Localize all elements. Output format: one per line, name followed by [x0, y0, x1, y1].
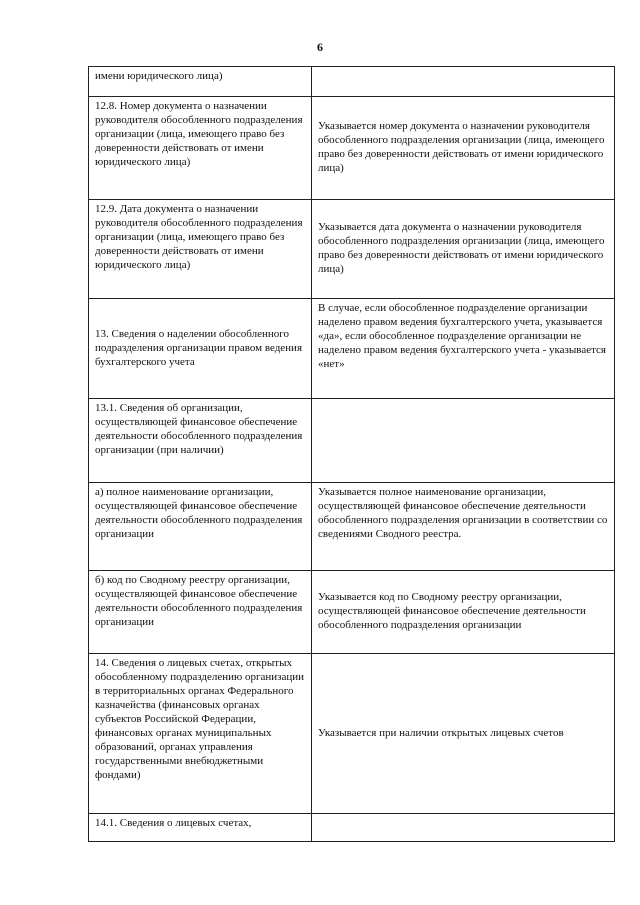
row-field-description — [312, 399, 615, 483]
table-row — [89, 97, 615, 200]
row-field-description: Указывается при наличии открытых лицевых счетов — [312, 654, 615, 814]
page-number: 6 — [317, 40, 323, 54]
row-field-description — [312, 67, 615, 97]
row-field-name: имени юридического лица) — [89, 67, 312, 97]
row-field-description: Указывается дата документа о назначении руководителя обособленного подразделения организации (лица, имеющего право без доверенности действовать от имени юридического лица) — [312, 200, 615, 299]
table-row — [89, 67, 615, 97]
row-field-name: 12.8. Номер документа о назначении руководителя обособленного подразделения организации (лица, имеющего право без доверенности действовать от имени юридического лица) — [89, 97, 312, 200]
row-field-name: а) полное наименование организации, осуществляющей финансовое обеспечение деятельности обособленного подразделения организации — [89, 483, 312, 571]
row-field-name: 14. Сведения о лицевых счетах, открытых обособленному подразделению организации в территориальных органах Федерального казначейства (финансовых органах субъектов Российской Федерации, финансовых органах муниципальных образований, органах управления государственными внебюджетными фондами) — [89, 654, 312, 814]
row-field-description — [312, 814, 615, 842]
row-field-name: б) код по Сводному реестру организации, осуществляющей финансовое обеспечение деятельности обособленного подразделения организации — [89, 571, 312, 654]
row-field-name: 12.9. Дата документа о назначении руководителя обособленного подразделения организации (лица, имеющего право без доверенности действовать от имени юридического лица) — [89, 200, 312, 299]
table-row — [89, 814, 615, 842]
row-field-name: 13.1. Сведения об организации, осуществляющей финансовое обеспечение деятельности обособленного подразделения организации (при наличии) — [89, 399, 312, 483]
row-field-description: В случае, если обособленное подразделение организации наделено правом ведения бухгалтерского учета, указывается «да», если обособленное подразделение организации не наделено правом ведения бухгалтерского учета - указывается «нет» — [312, 299, 615, 399]
row-field-description: Указывается полное наименование организации, осуществляющей финансовое обеспечение деятельности обособленного подразделения организации в соответствии со сведениями Сводного реестра. — [312, 483, 615, 571]
table-row — [89, 571, 615, 654]
table-row — [89, 399, 615, 483]
row-field-name: 14.1. Сведения о лицевых счетах, — [89, 814, 312, 842]
requisites-table — [88, 66, 615, 842]
table-row — [89, 200, 615, 299]
table-row — [89, 299, 615, 399]
row-field-description: Указывается код по Сводному реестру организации, осуществляющей финансовое обеспечение деятельности обособленного подразделения организации — [312, 571, 615, 654]
row-field-description: Указывается номер документа о назначении руководителя обособленного подразделения организации (лица, имеющего право без доверенности действовать от имени юридического лица) — [312, 97, 615, 200]
table-row — [89, 654, 615, 814]
table-row — [89, 483, 615, 571]
row-field-name: 13. Сведения о наделении обособленного подразделения организации правом ведения бухгалтерского учета — [89, 299, 312, 399]
